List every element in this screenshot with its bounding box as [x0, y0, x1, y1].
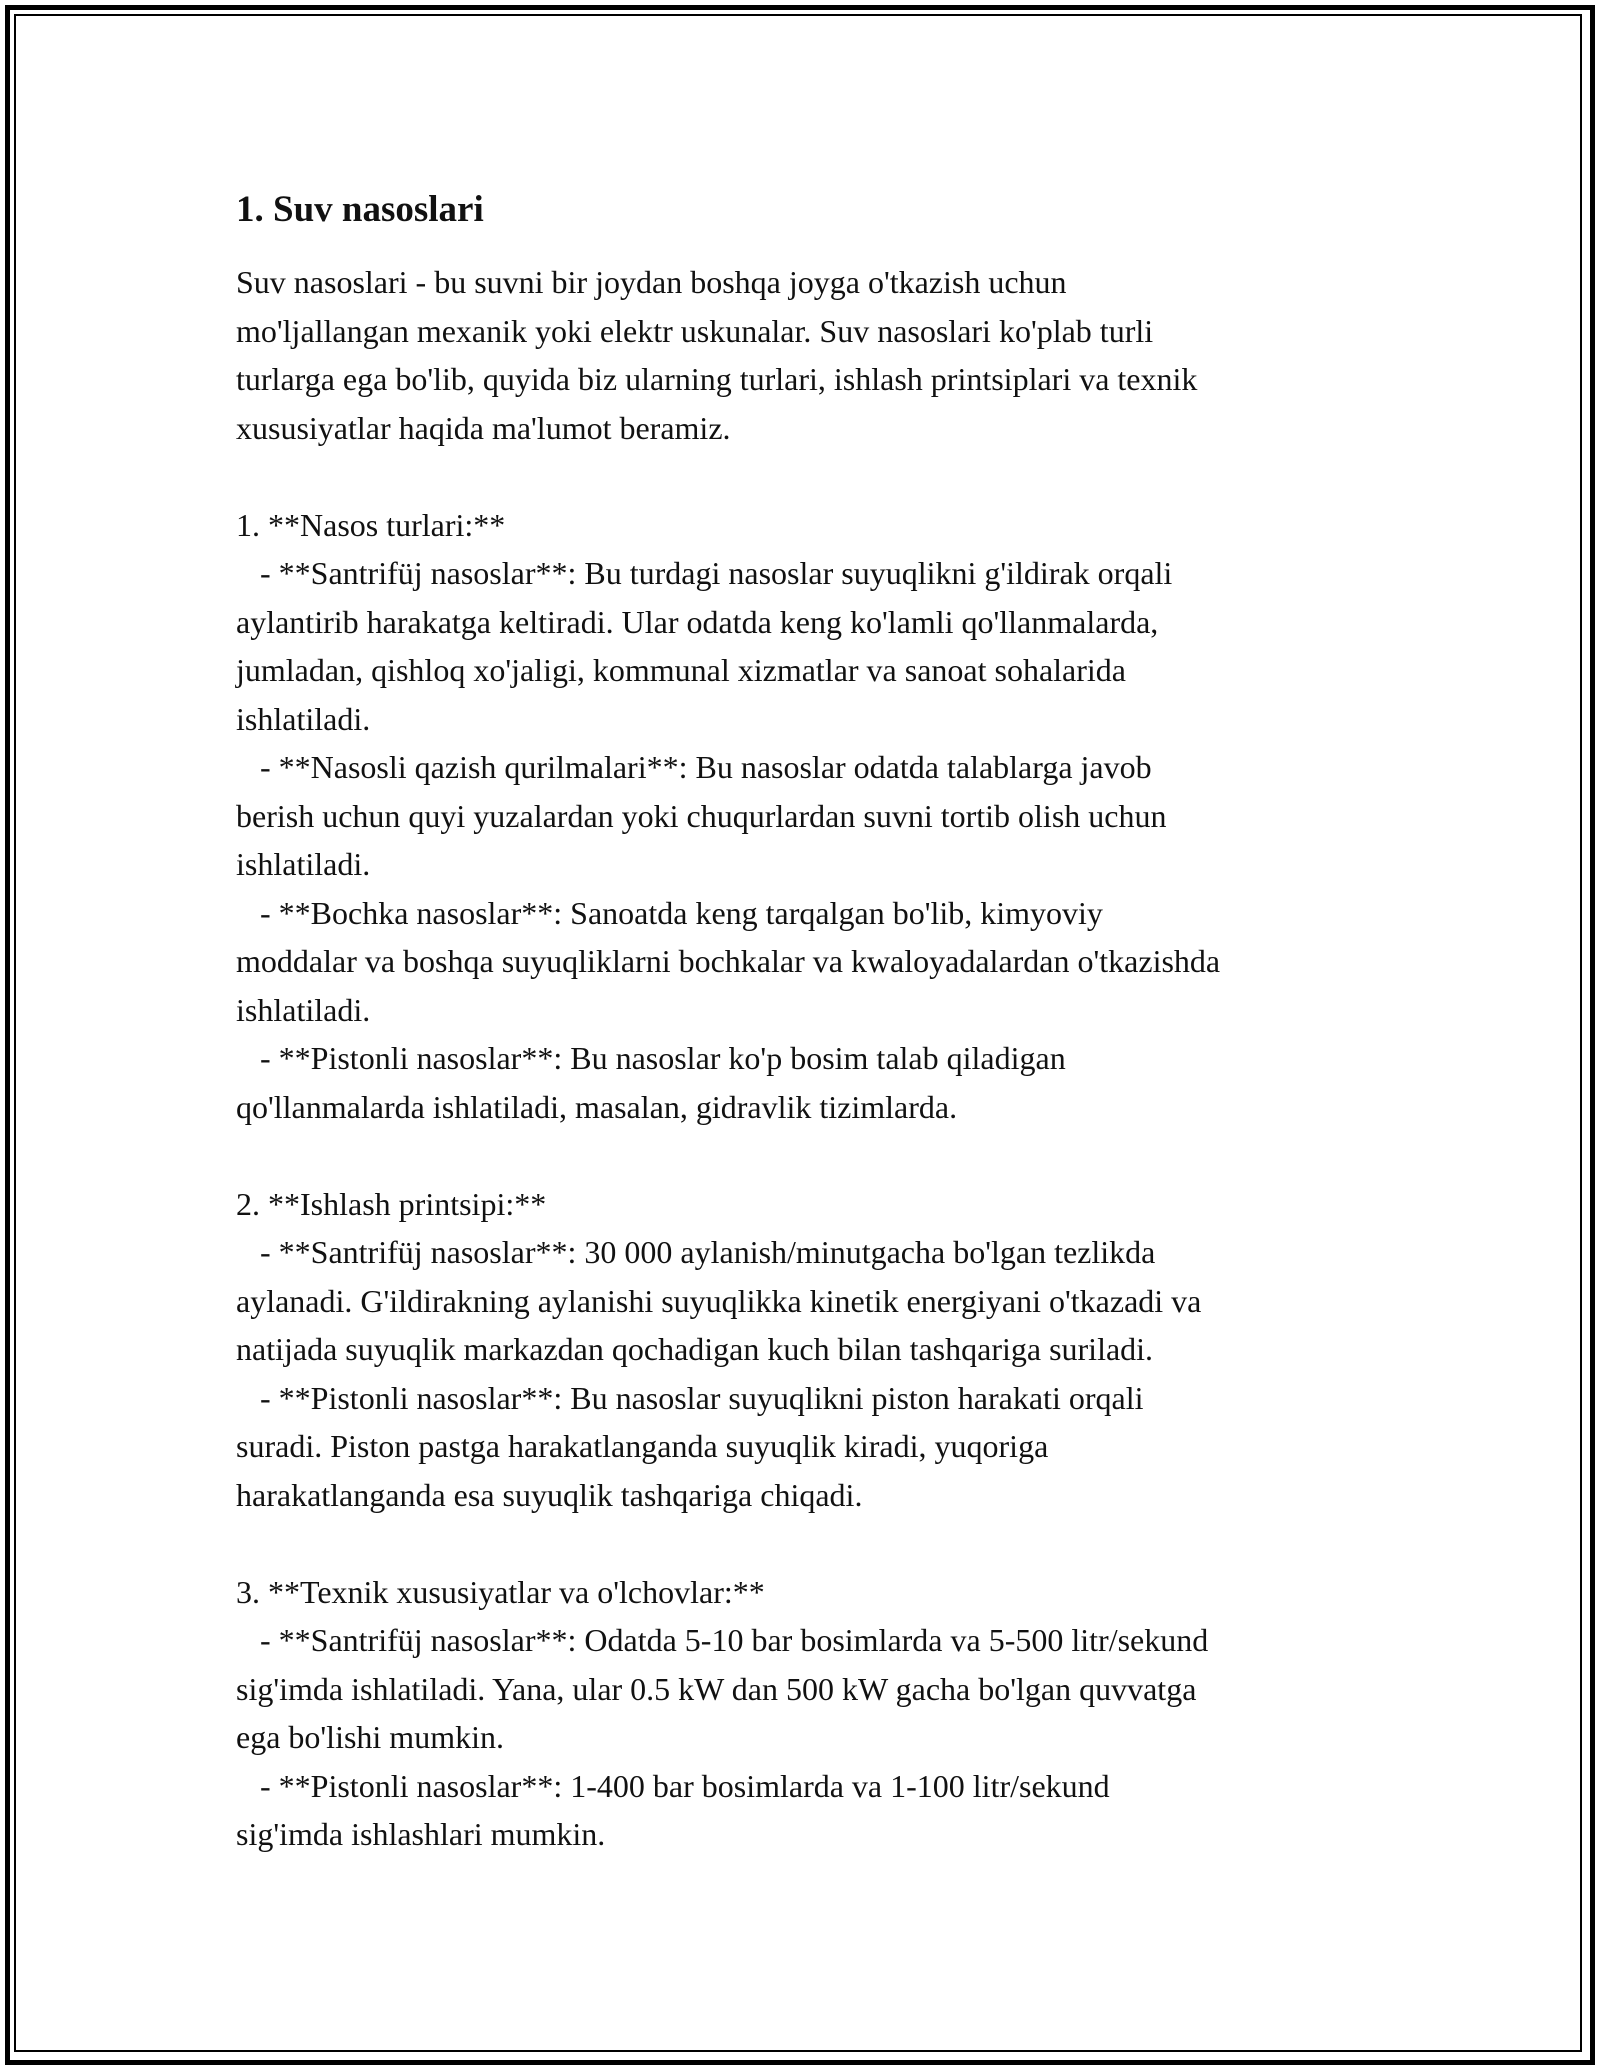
document-title: 1. Suv nasoslari [236, 189, 484, 230]
document-body: Suv nasoslari - bu suvni bir joydan boshqa joyga o'tkazish uchun mo'ljallangan mexanik yoki elektr uskunalar. Suv nasoslari ko'plab turli turlarga ega bo'lib, quyida biz ularning turlari, ishlash printsiplari va texnik xususiyatlar haqida ma'lumot beramiz. 1. **Nasos turlari:** - **Santrifüj nasoslar**: Bu turdagi nasoslar suyuqlikni g'ildirak orqali aylantirib harakatga keltiradi. Ular odatda keng ko'lamli qo'llanmalarda, jumladan, qishloq xo'jaligi, kommunal xizmatlar va sanoat sohalarida ishlatiladi. - **Nasosli qazish qurilmalari**: Bu nasoslar odatda talablarga javob berish uchun quyi yuzalardan yoki chuqurlardan suvni tortib olish uchun ishlatiladi. - **Bochka nasoslar**: Sanoatda keng tarqalgan bo'lib, kimyoviy moddalar va boshqa suyuqliklarni bochkalar va kwaloyadalardan o'tkazishda ishlatiladi. - **Pistonli nasoslar**: Bu nasoslar ko'p bosim talab qiladigan qo'llanmalarda ishlatiladi, masalan, gidravlik tizimlarda. 2. **Ishlash printsipi:** - **Santrifüj nasoslar**: 30 000 aylanish/minutgacha bo'lgan tezlikda aylanadi. G'ildirakning aylanishi suyuqlikka kinetik energiyani o'tkazadi va natijada suyuqlik markazdan qochadigan kuch bilan tashqariga suriladi. - **Pistonli nasoslar**: Bu nasoslar suyuqlikni piston harakati orqali suradi. Piston pastga harakatlanganda suyuqlik kiradi, yuqoriga harakatlanganda esa suyuqlik tashqariga chiqadi. 3. **Texnik xususiyatlar va o'lchovlar:** - **Santrifüj nasoslar**: Odatda 5-10 bar bosimlarda va 5-500 litr/sekund sig'imda ishlatiladi. Yana, ular 0.5 kW dan 500 kW gacha bo'lgan quvvatga ega bo'lishi mumkin. - **Pistonli nasoslar**: 1-400 bar bosimlarda va 1-100 litr/sekund sig'imda ishlashlari mumkin. [236, 264, 1221, 1852]
document-page [236, 186, 1376, 1859]
